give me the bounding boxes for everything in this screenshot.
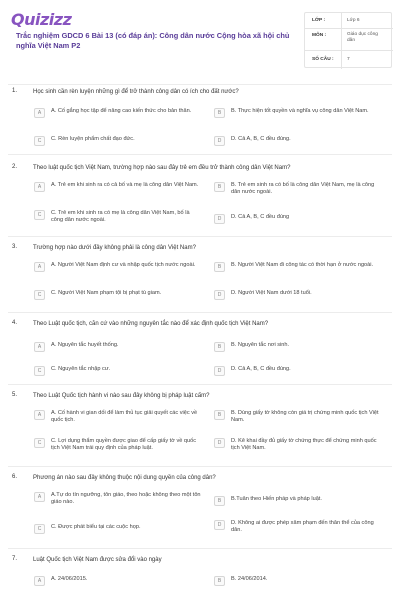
question-text: Theo luật quốc tịch Việt Nam, trường hợp nào sau đây trẻ em đều trở thành công dân Việt Nam? xyxy=(33,165,291,171)
question-text: Luật Quốc tịch Việt Nam được sửa đổi vào ngày xyxy=(33,557,162,563)
question-text: Học sinh cần rèn luyện những gì để trở thành công dân có ích cho đất nước? xyxy=(33,89,239,95)
option-letter: C xyxy=(34,438,45,448)
question-number: 4. xyxy=(12,320,18,326)
divider xyxy=(8,154,392,155)
option-b[interactable] xyxy=(214,496,381,506)
option-text: B. Nguyên tắc nơi sinh. xyxy=(231,342,290,348)
option-b[interactable] xyxy=(214,182,381,196)
option-text: C. Rèn luyện phẩm chất đạo đức. xyxy=(51,136,135,142)
option-letter: D xyxy=(214,520,225,530)
option-text: B. 24/06/2014. xyxy=(231,576,268,582)
option-text: D. Cả A, B, C đều đúng. xyxy=(231,366,291,372)
meta-row-class xyxy=(305,13,393,29)
option-text: B. Thực hiện tốt quyền và nghĩa vụ công dân Việt Nam. xyxy=(231,108,369,114)
option-text: C. Lợi dụng thẩm quyền được giao để cấp giấy tờ về quốc tịch Việt Nam trái quy định của pháp luật. xyxy=(51,438,197,452)
option-text: B.Tuân theo Hiến pháp và pháp luật. xyxy=(231,496,322,502)
quizizz-logo[interactable]: Quizizz xyxy=(11,10,72,29)
meta-key: MÔN : xyxy=(312,33,327,38)
option-d[interactable] xyxy=(214,438,381,452)
option-text: D. Không ai được phép xâm phạm đến thân thể của công dân. xyxy=(231,520,374,534)
option-letter: B xyxy=(214,182,225,192)
option-text: D. Cả A, B, C đều đúng. xyxy=(231,136,291,142)
question-text: Theo Luật Quốc tịch hành vi nào sau đây không bị pháp luật cấm? xyxy=(33,393,210,399)
divider xyxy=(8,236,392,237)
option-text: C. Được phát biểu tại các cuộc họp. xyxy=(51,524,141,530)
option-text: D. Người Việt Nam dưới 18 tuổi. xyxy=(231,290,312,296)
divider xyxy=(8,466,392,467)
question-text: Trường hợp nào dưới đây không phải là công dân Việt Nam? xyxy=(33,245,196,251)
divider xyxy=(8,84,392,85)
divider xyxy=(8,312,392,313)
option-c[interactable] xyxy=(34,524,201,534)
question-number: 3. xyxy=(12,244,18,250)
option-letter: C xyxy=(34,524,45,534)
option-text: A. Cố gắng học tập để nâng cao kiến thức cho bản thân. xyxy=(51,108,192,114)
option-letter: A xyxy=(34,410,45,420)
option-letter: A xyxy=(34,576,45,586)
divider xyxy=(8,384,392,385)
option-b[interactable] xyxy=(214,410,381,424)
option-letter: D xyxy=(214,438,225,448)
question-number: 2. xyxy=(12,164,18,170)
option-text: A. Trẻ em khi sinh ra có cả bố và mẹ là công dân Việt Nam. xyxy=(51,182,199,188)
option-letter: A xyxy=(34,182,45,192)
option-letter: D xyxy=(214,366,225,376)
option-text: B. Người Việt Nam đi công tác có thời hạn ở nước ngoài. xyxy=(231,262,374,268)
option-letter: A xyxy=(34,262,45,272)
option-text: B. Trẻ em sinh ra có bố là công dân Việt Nam, mẹ là công dân nước ngoài. xyxy=(231,182,375,196)
option-a[interactable] xyxy=(34,342,201,352)
option-letter: D xyxy=(214,214,225,224)
option-letter: B xyxy=(214,262,225,272)
option-letter: B xyxy=(214,496,225,506)
option-text: A. Cố hành vi gian dối để làm thủ tục giải quyết các việc về quốc tịch. xyxy=(51,410,198,424)
option-text: D. Cả A, B, C đều đúng xyxy=(231,214,290,220)
meta-key: LỚP : xyxy=(312,18,326,23)
option-a[interactable] xyxy=(34,108,201,118)
question-number: 1. xyxy=(12,88,18,94)
question-text: Theo Luật quốc tịch, căn cứ vào những nguyên tắc nào để xác định quốc tịch Việt Nam? xyxy=(33,321,269,327)
meta-value: Lớp 6 xyxy=(347,18,360,23)
option-letter: B xyxy=(214,108,225,118)
option-text: C. Nguyên tắc nhập cư. xyxy=(51,366,111,372)
option-b[interactable] xyxy=(214,108,381,118)
option-d[interactable] xyxy=(214,214,381,224)
meta-value: Giáo dục công dân xyxy=(347,32,378,43)
option-text: A. Người Việt Nam định cư và nhập quốc tịch nước ngoài. xyxy=(51,262,196,268)
question-text: Phương án nào sau đây không thuộc nội dung quyền của công dân? xyxy=(33,475,216,481)
option-c[interactable] xyxy=(34,210,201,224)
option-a[interactable] xyxy=(34,576,201,586)
option-a[interactable] xyxy=(34,410,201,424)
meta-value: 7 xyxy=(347,57,350,62)
option-text: B. Dùng giấy tờ không còn giá trị chứng minh quốc tịch Việt Nam. xyxy=(231,410,379,424)
option-letter: A xyxy=(34,492,45,502)
option-text: A. Nguyên tắc huyết thống. xyxy=(51,342,119,348)
question-number: 5. xyxy=(12,392,18,398)
meta-key: SỐ CÂU : xyxy=(312,57,334,62)
option-d[interactable] xyxy=(214,290,381,300)
option-b[interactable] xyxy=(214,576,381,586)
option-d[interactable] xyxy=(214,366,381,376)
option-text: C. Trẻ em khi sinh ra có mẹ là công dân Việt Nam, bố là công dân nước ngoài. xyxy=(51,210,190,224)
option-c[interactable] xyxy=(34,136,201,146)
option-letter: C xyxy=(34,290,45,300)
option-letter: D xyxy=(214,136,225,146)
option-c[interactable] xyxy=(34,290,201,300)
option-a[interactable] xyxy=(34,182,201,192)
divider xyxy=(8,548,392,549)
option-letter: B xyxy=(214,342,225,352)
worksheet-title: Trắc nghiệm GDCD 6 Bài 13 (có đáp án): Công dân nước Cộng hòa xã hội chủ nghĩa Việt Nam P2 xyxy=(16,31,290,51)
option-letter: B xyxy=(214,410,225,420)
option-letter: C xyxy=(34,210,45,220)
option-text: A.Tự do tín ngưỡng, tôn giáo, theo hoặc không theo một tôn giáo nào. xyxy=(51,492,201,506)
option-d[interactable] xyxy=(214,136,381,146)
option-letter: A xyxy=(34,342,45,352)
question-number: 6. xyxy=(12,474,18,480)
option-letter: B xyxy=(214,576,225,586)
option-text: D. Kê khai đầy đủ giấy tờ chứng thực để chứng minh quốc tịch Việt Nam. xyxy=(231,438,377,452)
option-letter: D xyxy=(214,290,225,300)
meta-box xyxy=(304,12,392,68)
option-text: C. Người Việt Nam phạm tội bị phạt tù giam. xyxy=(51,290,162,296)
meta-row-subject xyxy=(305,29,393,51)
option-letter: C xyxy=(34,136,45,146)
option-a[interactable] xyxy=(34,262,201,272)
option-letter: A xyxy=(34,108,45,118)
option-text: A. 24/06/2015. xyxy=(51,576,88,582)
option-b[interactable] xyxy=(214,262,381,272)
option-c[interactable] xyxy=(34,366,201,376)
worksheet-header xyxy=(0,0,400,78)
option-d[interactable] xyxy=(214,520,381,534)
option-letter: C xyxy=(34,366,45,376)
question-number: 7. xyxy=(12,556,18,562)
option-c[interactable] xyxy=(34,438,201,452)
option-a[interactable] xyxy=(34,492,201,506)
option-b[interactable] xyxy=(214,342,381,352)
meta-row-count xyxy=(305,51,393,69)
